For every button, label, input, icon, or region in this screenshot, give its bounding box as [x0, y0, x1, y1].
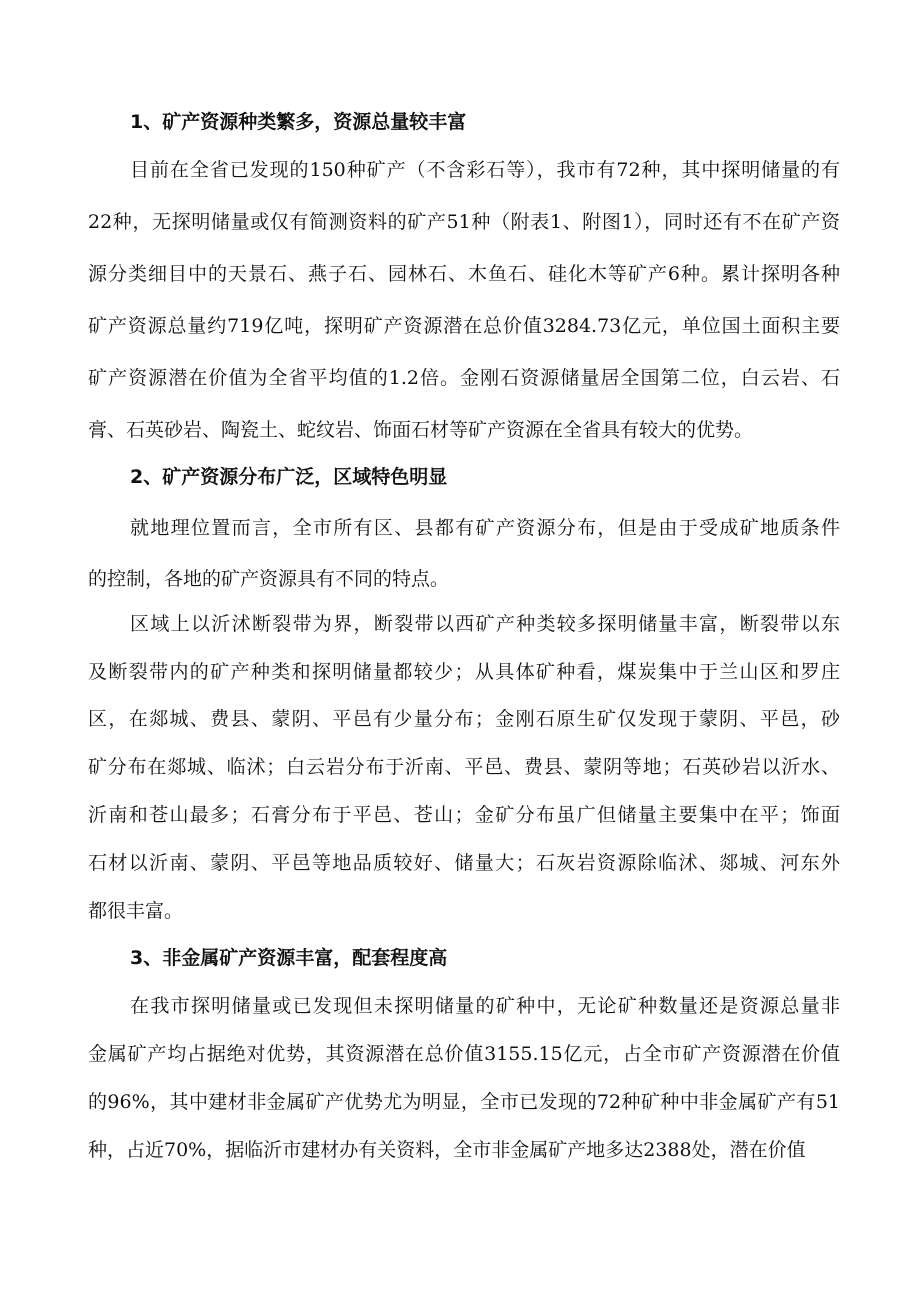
section-1-line: 源分类细目中的天景石、燕子石、园林石、木鱼石、硅化木等矿产6种。累计探明各种: [88, 263, 840, 285]
section-1-line: 目前在全省已发现的150种矿产（不含彩石等），我市有72种，其中探明储量的有: [130, 159, 840, 181]
section-3-line: 的96%，其中建材非金属矿产优势尤为明显，全市已发现的72种矿种中非金属矿产有51: [88, 1091, 840, 1113]
section-2-para1-line: 的控制，各地的矿产资源具有不同的特点。: [88, 568, 450, 590]
section-3-line: 在我市探明储量或已发现但未探明储量的矿种中，无论矿种数量还是资源总量非: [130, 995, 840, 1017]
section-3-line: 金属矿产均占据绝对优势，其资源潜在总价值3155.15亿元，占全市矿产资源潜在价值: [88, 1043, 840, 1065]
section-1-heading: 1、矿产资源种类繁多，资源总量较丰富: [130, 111, 467, 133]
section-3-line: 种，占近70%，据临沂市建材办有关资料，全市非金属矿产地多达2388处，潜在价值: [88, 1139, 806, 1161]
section-1-line: 矿产资源潜在价值为全省平均值的1.2倍。金刚石资源储量居全国第二位，白云岩、石: [88, 367, 840, 389]
section-2-para2-line: 都很丰富。: [88, 900, 184, 922]
section-2-para1-line: 就地理位置而言，全市所有区、县都有矿产资源分布，但是由于受成矿地质条件: [130, 517, 840, 539]
section-2-para2-line: 矿分布在郯城、临沭；白云岩分布于沂南、平邑、费县、蒙阴等地；石英砂岩以沂水、: [88, 756, 840, 778]
section-2-para2-line: 及断裂带内的矿产种类和探明储量都较少；从具体矿种看，煤炭集中于兰山区和罗庄: [88, 661, 840, 683]
section-1-line: 22种，无探明储量或仅有简测资料的矿产51种（附表1、附图1），同时还有不在矿产资: [88, 211, 840, 233]
section-2-heading: 2、矿产资源分布广泛，区域特色明显: [130, 466, 448, 488]
section-1-line: 膏、石英砂岩、陶瓷土、蛇纹岩、饰面石材等矿产资源在全省具有较大的优势。: [88, 419, 754, 441]
section-3-heading: 3、非金属矿产资源丰富，配套程度高: [130, 947, 448, 969]
section-2-para2-line: 石材以沂南、蒙阴、平邑等地品质较好、储量大；石灰岩资源除临沭、郯城、河东外: [88, 852, 840, 874]
section-2-para2-line: 区，在郯城、费县、蒙阴、平邑有少量分布；金刚石原生矿仅发现于蒙阴、平邑，砂: [88, 708, 840, 730]
section-2-para2-line: 区域上以沂沭断裂带为界，断裂带以西矿产种类较多探明储量丰富，断裂带以东: [130, 613, 840, 635]
section-2-para2-line: 沂南和苍山最多；石膏分布于平邑、苍山；金矿分布虽广但储量主要集中在平；饰面: [88, 804, 840, 826]
section-1-line: 矿产资源总量约719亿吨，探明矿产资源潜在总价值3284.73亿元，单位国土面积主要: [88, 315, 840, 337]
